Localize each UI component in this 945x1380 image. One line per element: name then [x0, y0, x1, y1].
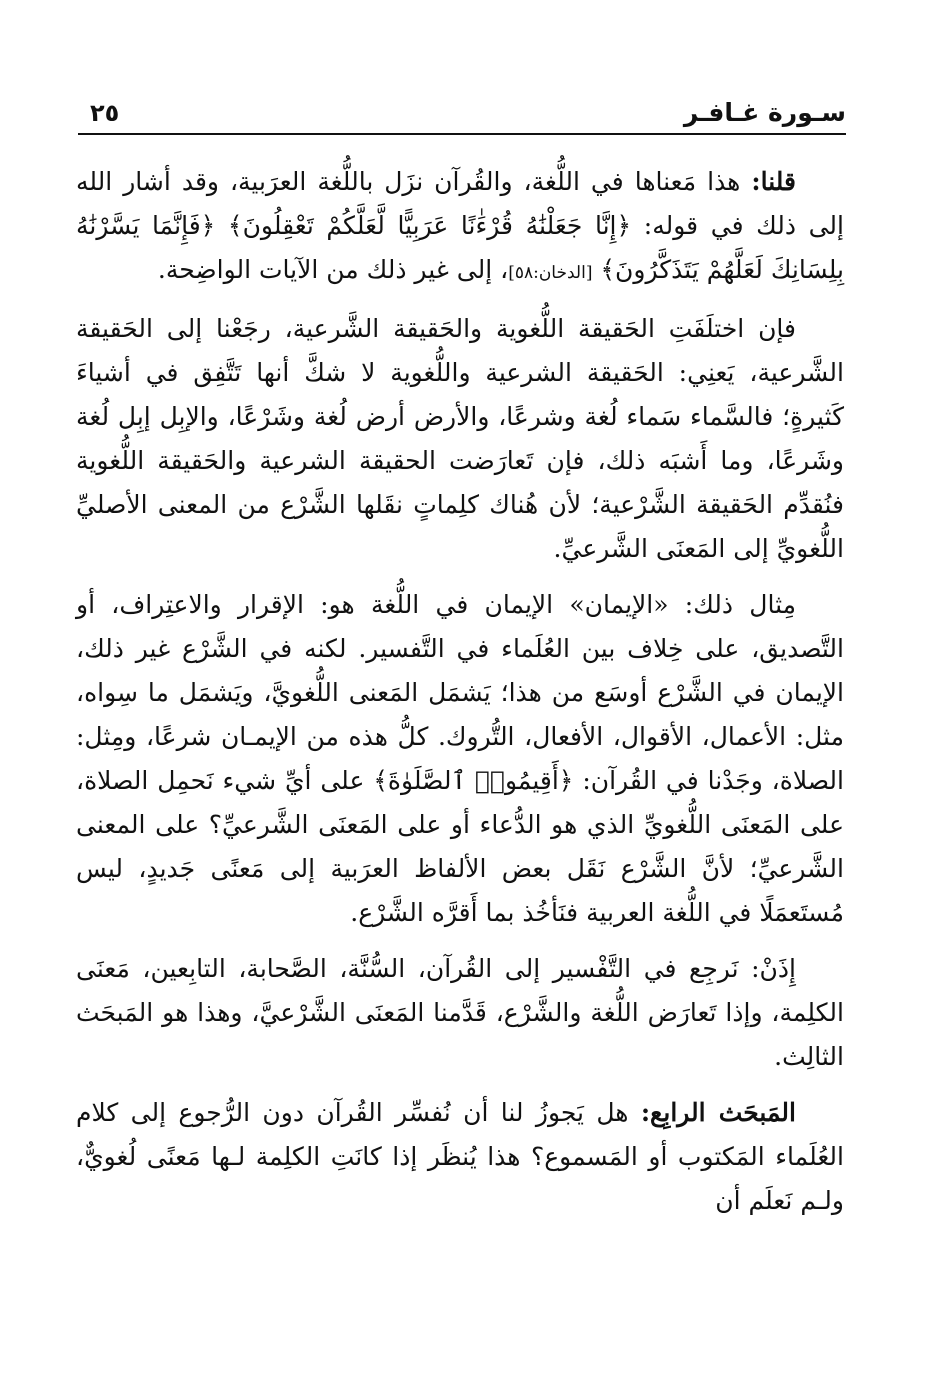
paragraph-1: [76, 160, 844, 295]
paragraph-text: إِذَنْ: نَرجِع في التَّفْسير إلى القُرآن، السُّنَّة، الصَّحابة، التابِعين، مَعنَى الكلِمة، وإذا تَعارَض اللُّغة والشَّرْع، قَدَّمنا المَعنَى الشَّرْعيَّ، وهذا هو المَبحَث الثالِث.: [76, 954, 844, 1071]
page-number: ٢٥: [90, 99, 120, 127]
header-rule: [78, 133, 846, 135]
paragraph-5: [76, 1091, 844, 1223]
page-header: [78, 96, 846, 132]
paragraph-lead: قلنا:: [751, 167, 796, 196]
paragraph-2: [76, 307, 844, 571]
body-text: [76, 160, 844, 1235]
paragraph-text: مِثال ذلك: «الإيمان» الإيمان في اللُّغة هو: الإقرار والاعتِراف، أو التَّصديق، على خِلاف بين العُلَماء في التَّفسير. لكنه في الشَّرْع غير ذلك، الإيمان في الشَّرْع أوسَع من هذا؛ يَشمَل المَعنى اللُّغويَّ، ويَشمَل ما سِواه، مثل: الأعمال، الأقوال، الأفعال، التُّروك. كلُّ هذه من الإيمـان شرعًا، ومِثل: الصلاة، وجَدْنا في القُرآن: ﴿أَقِيمُوا۟ ٱلصَّلَوٰةَ﴾ على أيِّ شيء نَحمِل الصلاة، على المَعنَى اللُّغويِّ الذي هو الدُّعاء أو على المَعنَى الشَّرعيِّ؟ على المعنى الشَّرعيِّ؛ لأنَّ الشَّرْع نَقَل بعض الألفاظ العرَبية إلى مَعنًى جَديدٍ، ليس مُستَعمَلًا في اللُّغة العربية فنَأخُذ بما أَقرَّه الشَّرْع.: [76, 590, 844, 927]
paragraph-3: [76, 583, 844, 935]
paragraph-text: فإن اختلَفَتِ الحَقيقة اللُّغوية والحَقيقة الشَّرعية، رجَعْنا إلى الحَقيقة الشَّرعية، يَعنِي: الحَقيقة الشرعية واللُّغوية لا شكَّ أنها تَتَّفِق في أشياءَ كَثيرةٍ؛ فالسَّماء سَماء لُغة وشرعًا، والأرض أرض لُغة وشَرْعًا، والإبِل إبِل لُغة وشَرعًا، وما أَشبَه ذلك، فإن تَعارَضت الحقيقة الشرعية والحَقيقة اللُّغوية فنُقدِّم الحَقيقة الشَّرْعية؛ لأن هُناك كلِماتٍ نقَلها الشَّرْع من المعنى الأصليِّ اللُّغويِّ إلى المَعنَى الشَّرعيِّ.: [76, 314, 844, 563]
verse-reference: [الدخان:٥٨]: [508, 263, 593, 283]
paragraph-lead: المَبحَث الرابِع:: [640, 1098, 796, 1127]
paragraph-text: هل يَجوزُ لنا أن نُفسِّر القُرآن دون الرُّجوع إلى كلام العُلَماء المَكتوب أو المَسموع؟ هذا يُنظَر إذا كانَتِ الكلِمة لـها مَعنًى لُغويٌّ، ولـم نَعلَم أن: [76, 1098, 844, 1215]
running-title: سـورة غـافـر: [683, 98, 846, 127]
paragraph-text-after: ، إلى غير ذلك من الآيات الواضِحة.: [157, 255, 509, 284]
paragraph-4: [76, 947, 844, 1079]
paragraph-text: هذا مَعناها في اللُّغة، والقُرآن نزَل باللُّغة العرَبية، وقد أشار الله إلى ذلك في قوله: ﴿إِنَّا جَعَلْنَٰهُ قُرْءَٰنًا عَرَبِيًّا لَّعَلَّكُمْ تَعْقِلُونَ﴾ ﴿فَإِنَّمَا يَسَّرْنَٰهُ بِلِسَانِكَ لَعَلَّهُمْ يَتَذَكَّرُونَ﴾: [76, 167, 844, 284]
